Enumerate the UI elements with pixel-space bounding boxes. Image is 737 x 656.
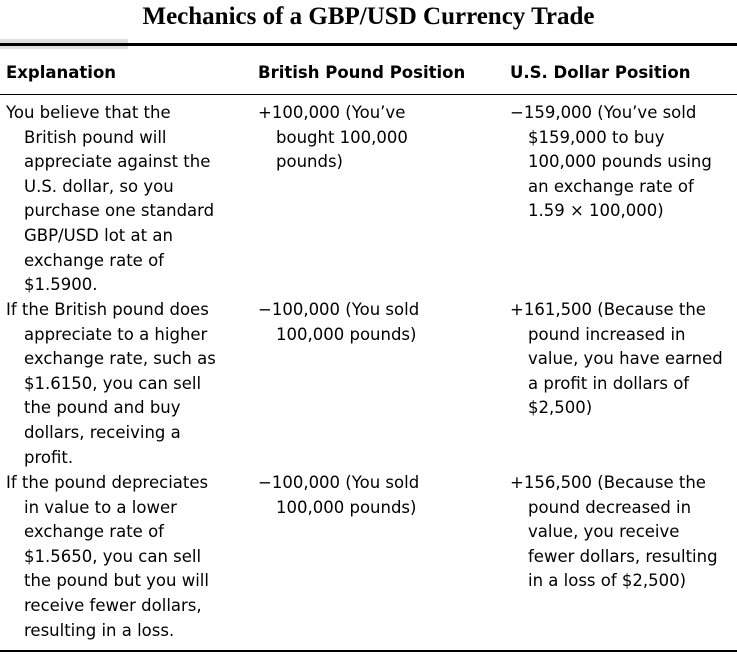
- explanation-line: exchange rate of: [24, 250, 164, 270]
- header-explanation: Explanation: [6, 63, 117, 82]
- explanation-line: dollars, receiving a: [24, 422, 181, 442]
- usd-line: pound decreased in: [528, 497, 692, 517]
- explanation-line: exchange rate of: [24, 522, 164, 542]
- usd-line: a profit in dollars of: [528, 373, 690, 393]
- explanation-line: purchase one standard: [24, 201, 215, 221]
- gbp-line: 100,000 pounds): [276, 324, 417, 344]
- usd-line: +161,500 (Because the: [510, 300, 706, 319]
- usd-line: $159,000 to buy: [528, 127, 665, 147]
- table-bottom-rule: [0, 650, 737, 652]
- explanation-line: appreciate to a higher: [24, 324, 208, 344]
- table-row-3-gbp-position: [258, 471, 419, 520]
- gbp-line: +100,000 (You’ve: [258, 103, 406, 122]
- usd-line: 1.59 × 100,000): [528, 201, 664, 221]
- table-row-2-explanation: [6, 298, 216, 470]
- explanation-line: U.S. dollar, so you: [24, 176, 174, 196]
- explanation-line: the pound but you will: [24, 571, 209, 591]
- explanation-line: profit.: [24, 447, 74, 467]
- usd-line: 100,000 pounds using: [528, 152, 712, 172]
- usd-line: +156,500 (Because the: [510, 473, 706, 492]
- table-row-1-explanation: [6, 101, 214, 298]
- explanation-line: $1.5650, you can sell: [24, 546, 202, 566]
- table-row-3-explanation: [6, 471, 209, 643]
- table-row-2-usd-position: [510, 298, 723, 421]
- table-header-row: [0, 58, 737, 88]
- explanation-line: appreciate against the: [24, 152, 211, 172]
- header-divider-rule: [0, 94, 737, 95]
- gbp-line: pounds): [276, 152, 343, 172]
- explanation-line: GBP/USD lot at an: [24, 225, 173, 245]
- usd-line: fewer dollars, resulting: [528, 546, 718, 566]
- table-top-rule: [0, 43, 737, 46]
- table-row-1-gbp-position: [258, 101, 408, 175]
- table-row-2-gbp-position: [258, 298, 419, 347]
- page-title: Mechanics of a GBP/USD Currency Trade: [142, 3, 595, 30]
- header-us-dollar-position: U.S. Dollar Position: [510, 63, 691, 82]
- usd-line: in a loss of $2,500): [528, 571, 687, 591]
- table-row-3-usd-position: [510, 471, 718, 594]
- explanation-line: $1.5900.: [24, 275, 98, 295]
- explanation-line: $1.6150, you can sell: [24, 373, 202, 393]
- gbp-line: −100,000 (You sold: [258, 300, 420, 319]
- explanation-line: receive fewer dollars,: [24, 595, 202, 615]
- usd-line: pound increased in: [528, 324, 686, 344]
- gbp-line: −100,000 (You sold: [258, 473, 420, 492]
- gbp-line: bought 100,000: [276, 127, 408, 147]
- usd-line: −159,000 (You’ve sold: [510, 103, 697, 122]
- table-row-1-usd-position: [510, 101, 712, 224]
- explanation-line: resulting in a loss.: [24, 620, 175, 640]
- usd-line: value, you receive: [528, 522, 680, 542]
- explanation-line: exchange rate, such as: [24, 349, 216, 369]
- gbp-line: 100,000 pounds): [276, 497, 417, 517]
- explanation-line: in value to a lower: [24, 497, 177, 517]
- explanation-line: British pound will: [24, 127, 167, 147]
- explanation-line: the pound and buy: [24, 398, 181, 418]
- explanation-line: If the pound depreciates: [6, 473, 209, 492]
- explanation-line: You believe that the: [6, 103, 171, 122]
- explanation-line: If the British pound does: [6, 300, 209, 319]
- usd-line: value, you have earned: [528, 349, 723, 369]
- header-british-pound-position: British Pound Position: [258, 63, 466, 82]
- usd-line: an exchange rate of: [528, 176, 694, 196]
- usd-line: $2,500): [528, 398, 593, 418]
